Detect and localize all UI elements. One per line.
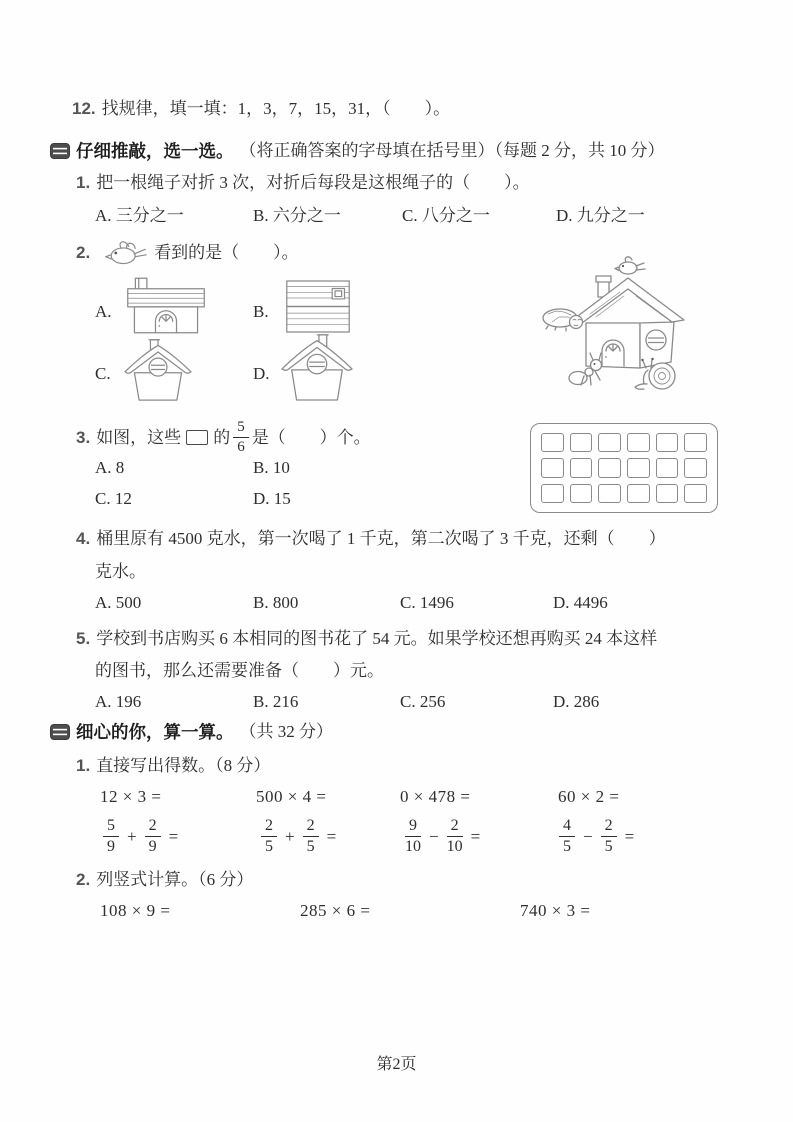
question-1-number: 1. bbox=[76, 173, 91, 192]
q4-option-a: A. 500 bbox=[95, 593, 142, 612]
q2-label-a: A. bbox=[95, 302, 112, 321]
calc-problem: 12 × 3 = bbox=[100, 787, 162, 806]
q5-option-a: A. 196 bbox=[95, 692, 142, 711]
question-1 bbox=[76, 171, 530, 195]
question-4 bbox=[76, 527, 666, 551]
calc-problem: 740 × 3 = bbox=[520, 901, 591, 920]
grid-cell bbox=[684, 484, 707, 503]
q5-option-c: C. 256 bbox=[400, 692, 446, 711]
grid-cell bbox=[656, 433, 679, 452]
calc-1-number: 1. bbox=[76, 756, 91, 775]
q2-label-b: B. bbox=[253, 302, 269, 321]
house-front-image bbox=[122, 276, 210, 334]
question-3 bbox=[76, 420, 371, 456]
calc-problem: 500 × 4 = bbox=[256, 787, 327, 806]
fraction-problem: $\frac{4}{5}$ − $\frac{2}{5}$ = bbox=[556, 818, 634, 856]
grid-cell bbox=[598, 484, 621, 503]
house-scene-image bbox=[540, 256, 712, 404]
section-calc-title: 细心的你，算一算。 bbox=[76, 722, 234, 742]
section-choice-title: 仔细推敲，选一选。 bbox=[76, 141, 234, 161]
q1-option-b: B. 六分之一 bbox=[253, 206, 341, 225]
notebook-list-icon bbox=[50, 143, 70, 159]
question-5-number: 5. bbox=[76, 629, 91, 648]
fraction-problem: $\frac{5}{9}$ + $\frac{2}{9}$ = bbox=[100, 818, 178, 856]
calc-2-label bbox=[76, 868, 253, 892]
question-3-text-before: 如图，这些 bbox=[96, 427, 182, 447]
q3-option-c: C. 12 bbox=[95, 489, 132, 508]
notebook-list-icon bbox=[50, 724, 70, 740]
q3-option-d: D. 15 bbox=[253, 489, 291, 508]
question-4-line1: 桶里原有 4500 克水，第一次喝了 1 千克，第二次喝了 3 千克，还剩（ ） bbox=[96, 529, 666, 548]
square-symbol bbox=[186, 430, 208, 445]
section-choice-header bbox=[50, 139, 665, 163]
calc-2-number: 2. bbox=[76, 870, 91, 889]
grid-cell bbox=[684, 458, 707, 477]
question-5-line1: 学校到书店购买 6 本相同的图书花了 54 元。如果学校还想再购买 24 本这样 bbox=[96, 629, 658, 648]
q5-option-b: B. 216 bbox=[253, 692, 299, 711]
grid-cell bbox=[598, 458, 621, 477]
page-number: 第2页 bbox=[376, 1056, 417, 1073]
q3-fraction: $\frac{5}{6}$ bbox=[233, 420, 249, 456]
q1-option-d: D. 九分之一 bbox=[556, 206, 645, 225]
grid-cell bbox=[570, 484, 593, 503]
question-2-number: 2. bbox=[76, 243, 91, 262]
question-3-number: 3. bbox=[76, 427, 91, 447]
turtle-icon bbox=[543, 309, 583, 331]
grid-cell bbox=[541, 484, 564, 503]
q1-option-c: C. 八分之一 bbox=[402, 206, 490, 225]
calc-1-text: 直接写出得数。（8 分） bbox=[96, 756, 271, 775]
grid-cell bbox=[656, 458, 679, 477]
grid-cell bbox=[684, 433, 707, 452]
grid-cell bbox=[598, 433, 621, 452]
question-5 bbox=[76, 627, 657, 651]
calc-problem: 108 × 9 = bbox=[100, 901, 171, 920]
grid-cell bbox=[541, 458, 564, 477]
question-2 bbox=[76, 239, 299, 267]
grid-cell bbox=[627, 484, 650, 503]
fraction-problem: $\frac{2}{5}$ + $\frac{2}{5}$ = bbox=[258, 818, 336, 856]
calc-problem: 0 × 478 = bbox=[400, 787, 471, 806]
section-calc-note: （共 32 分） bbox=[239, 722, 333, 741]
scene-bird-icon bbox=[615, 257, 645, 274]
question-4-line2: 克水。 bbox=[95, 562, 146, 581]
q4-option-b: B. 800 bbox=[253, 593, 299, 612]
house-back-image-c bbox=[122, 336, 194, 402]
q2-label-d: D. bbox=[253, 364, 270, 383]
bird-icon bbox=[102, 239, 148, 267]
grid-cell bbox=[570, 433, 593, 452]
section-choice-note: （将正确答案的字母填在括号里）（每题 2 分，共 10 分） bbox=[239, 141, 665, 160]
q3-option-a: A. 8 bbox=[95, 458, 125, 477]
question-12 bbox=[72, 97, 450, 121]
grid-cell bbox=[570, 458, 593, 477]
grid-cell bbox=[656, 484, 679, 503]
q3-option-b: B. 10 bbox=[253, 458, 290, 477]
calc-problem: 60 × 2 = bbox=[558, 787, 620, 806]
counting-grid bbox=[530, 423, 718, 513]
question-2-text: 看到的是（ ）。 bbox=[154, 243, 299, 262]
q2-label-c: C. bbox=[95, 364, 111, 383]
question-5-line2: 的图书，那么还需要准备（ ）元。 bbox=[95, 661, 384, 680]
calc-2-text: 列竖式计算。（6 分） bbox=[96, 870, 254, 889]
roof-top-view-image bbox=[283, 279, 353, 334]
calc-problem: 285 × 6 = bbox=[300, 901, 371, 920]
section-calc-header bbox=[50, 720, 333, 744]
grid-cell bbox=[627, 433, 650, 452]
question-4-number: 4. bbox=[76, 529, 91, 548]
q4-option-d: D. 4496 bbox=[553, 593, 608, 612]
grid-cell bbox=[627, 458, 650, 477]
calc-1-label bbox=[76, 754, 270, 778]
grid-cell bbox=[541, 433, 564, 452]
question-12-number: 12. bbox=[72, 99, 96, 118]
question-3-text-after: 是（ ）个。 bbox=[251, 427, 371, 447]
q1-option-a: A. 三分之一 bbox=[95, 206, 184, 225]
fraction-problem: $\frac{9}{10}$ − $\frac{2}{10}$ = bbox=[405, 817, 481, 855]
q4-option-c: C. 1496 bbox=[400, 593, 454, 612]
question-1-text: 把一根绳子对折 3 次，对折后每段是这根绳子的（ ）。 bbox=[96, 173, 530, 192]
question-3-text-mid: 的 bbox=[213, 427, 231, 447]
question-12-text: 找规律，填一填：1，3，7，15，31，（ ）。 bbox=[101, 99, 451, 118]
house-back-image-d bbox=[278, 331, 356, 402]
q5-option-d: D. 286 bbox=[553, 692, 600, 711]
